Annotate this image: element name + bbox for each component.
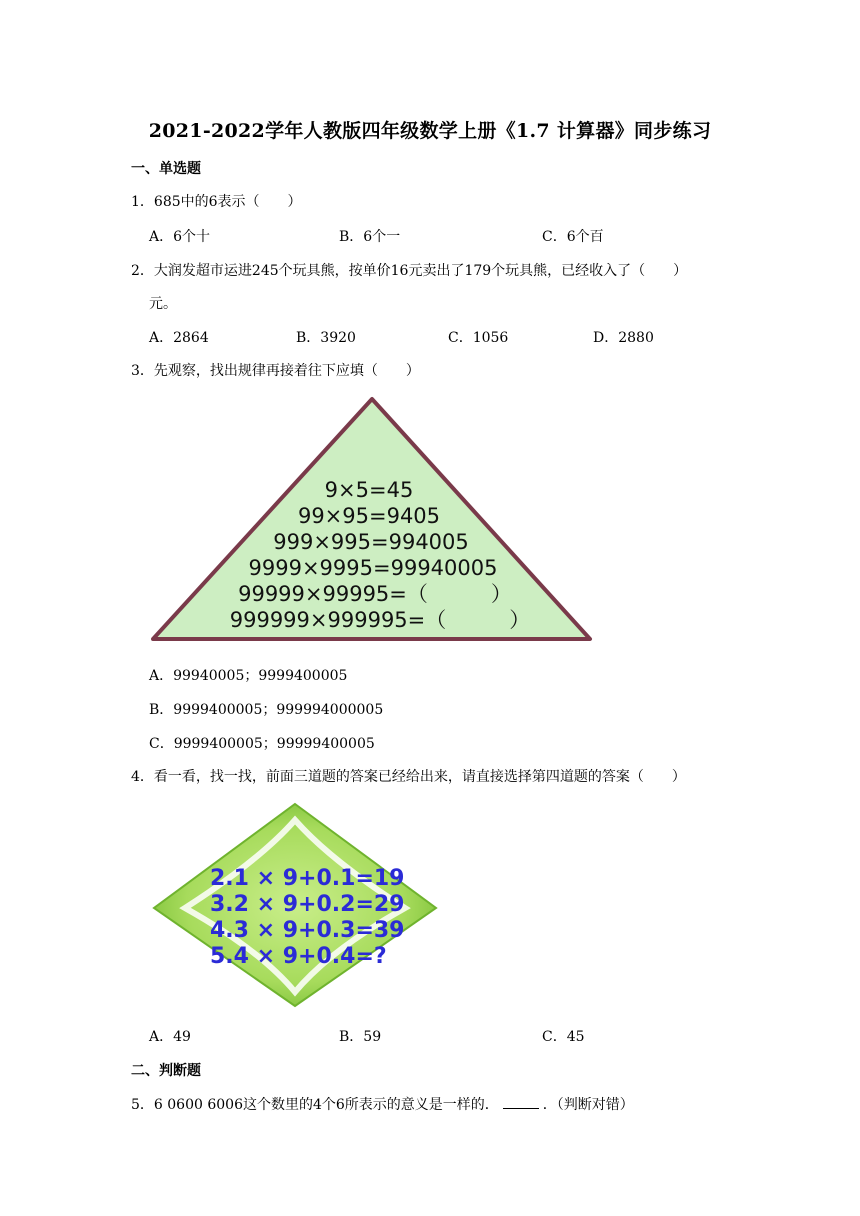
question-2-option-c: C．1056	[448, 330, 509, 346]
diamond-line-1: 2.1 × 9+0.1=19	[210, 866, 405, 891]
question-1-option-c: C．6个百	[542, 229, 604, 245]
question-5-tail: ．（判断对错）	[542, 1097, 634, 1113]
pattern-line-1: 9×5=45	[324, 478, 414, 502]
pattern-line-3: 999×995=994005	[273, 530, 469, 554]
pattern-line-2: 99×95=9405	[297, 504, 441, 528]
section-heading-true-false: 二、判断题	[131, 1063, 201, 1079]
pattern-line-6: 999999×999995=（ ）	[229, 608, 531, 632]
question-4-stem: 4．看一看，找一找，前面三道题的答案已经给出来，请直接选择第四道题的答案（ ）	[131, 769, 686, 785]
diamond-line-2: 3.2 × 9+0.2=29	[210, 892, 405, 917]
question-5-line	[131, 1094, 634, 1114]
question-2-stem: 2．大润发超市运进245个玩具熊，按单价16元卖出了179个玩具熊，已经收入了（ ）	[131, 263, 688, 279]
question-4-option-c: C．45	[542, 1029, 585, 1045]
page-title: 2021-2022学年人教版四年级数学上册《1.7 计算器》同步练习	[148, 120, 712, 142]
question-4-option-b: B．59	[339, 1029, 382, 1045]
pattern-line-5: 99999×99995=（ ）	[238, 582, 512, 606]
question-1-option-b: B．6个一	[339, 229, 401, 245]
question-1-option-a: A．6个十	[149, 229, 211, 245]
pattern-line-4: 9999×9995=99940005	[248, 556, 498, 580]
question-5-stem: 5．6 0600 6006这个数里的4个6所表示的意义是一样的．	[131, 1097, 499, 1113]
diamond-pattern-figure	[150, 800, 440, 1010]
question-3-option-c: C．9999400005；99999400005	[149, 736, 375, 752]
triangle-pattern-figure	[147, 393, 597, 643]
question-2-option-d: D．2880	[593, 330, 654, 346]
diamond-line-4: 5.4 × 9+0.4=?	[210, 944, 387, 969]
question-2-option-a: A．2864	[149, 330, 209, 346]
question-3-stem: 3．先观察，找出规律再接着往下应填（ ）	[131, 363, 420, 379]
diamond-line-3: 4.3 × 9+0.3=39	[210, 918, 405, 943]
question-4-option-a: A．49	[149, 1029, 191, 1045]
question-2-stem-continued: 元。	[149, 296, 177, 312]
question-2-option-b: B．3920	[296, 330, 356, 346]
question-3-option-b: B．9999400005；999994000005	[149, 702, 384, 718]
section-heading-single-choice: 一、单选题	[131, 161, 201, 177]
answer-blank[interactable]	[503, 1094, 539, 1109]
question-3-option-a: A．99940005；9999400005	[149, 668, 348, 684]
question-1-stem: 1．685中的6表示（ ）	[131, 194, 302, 210]
